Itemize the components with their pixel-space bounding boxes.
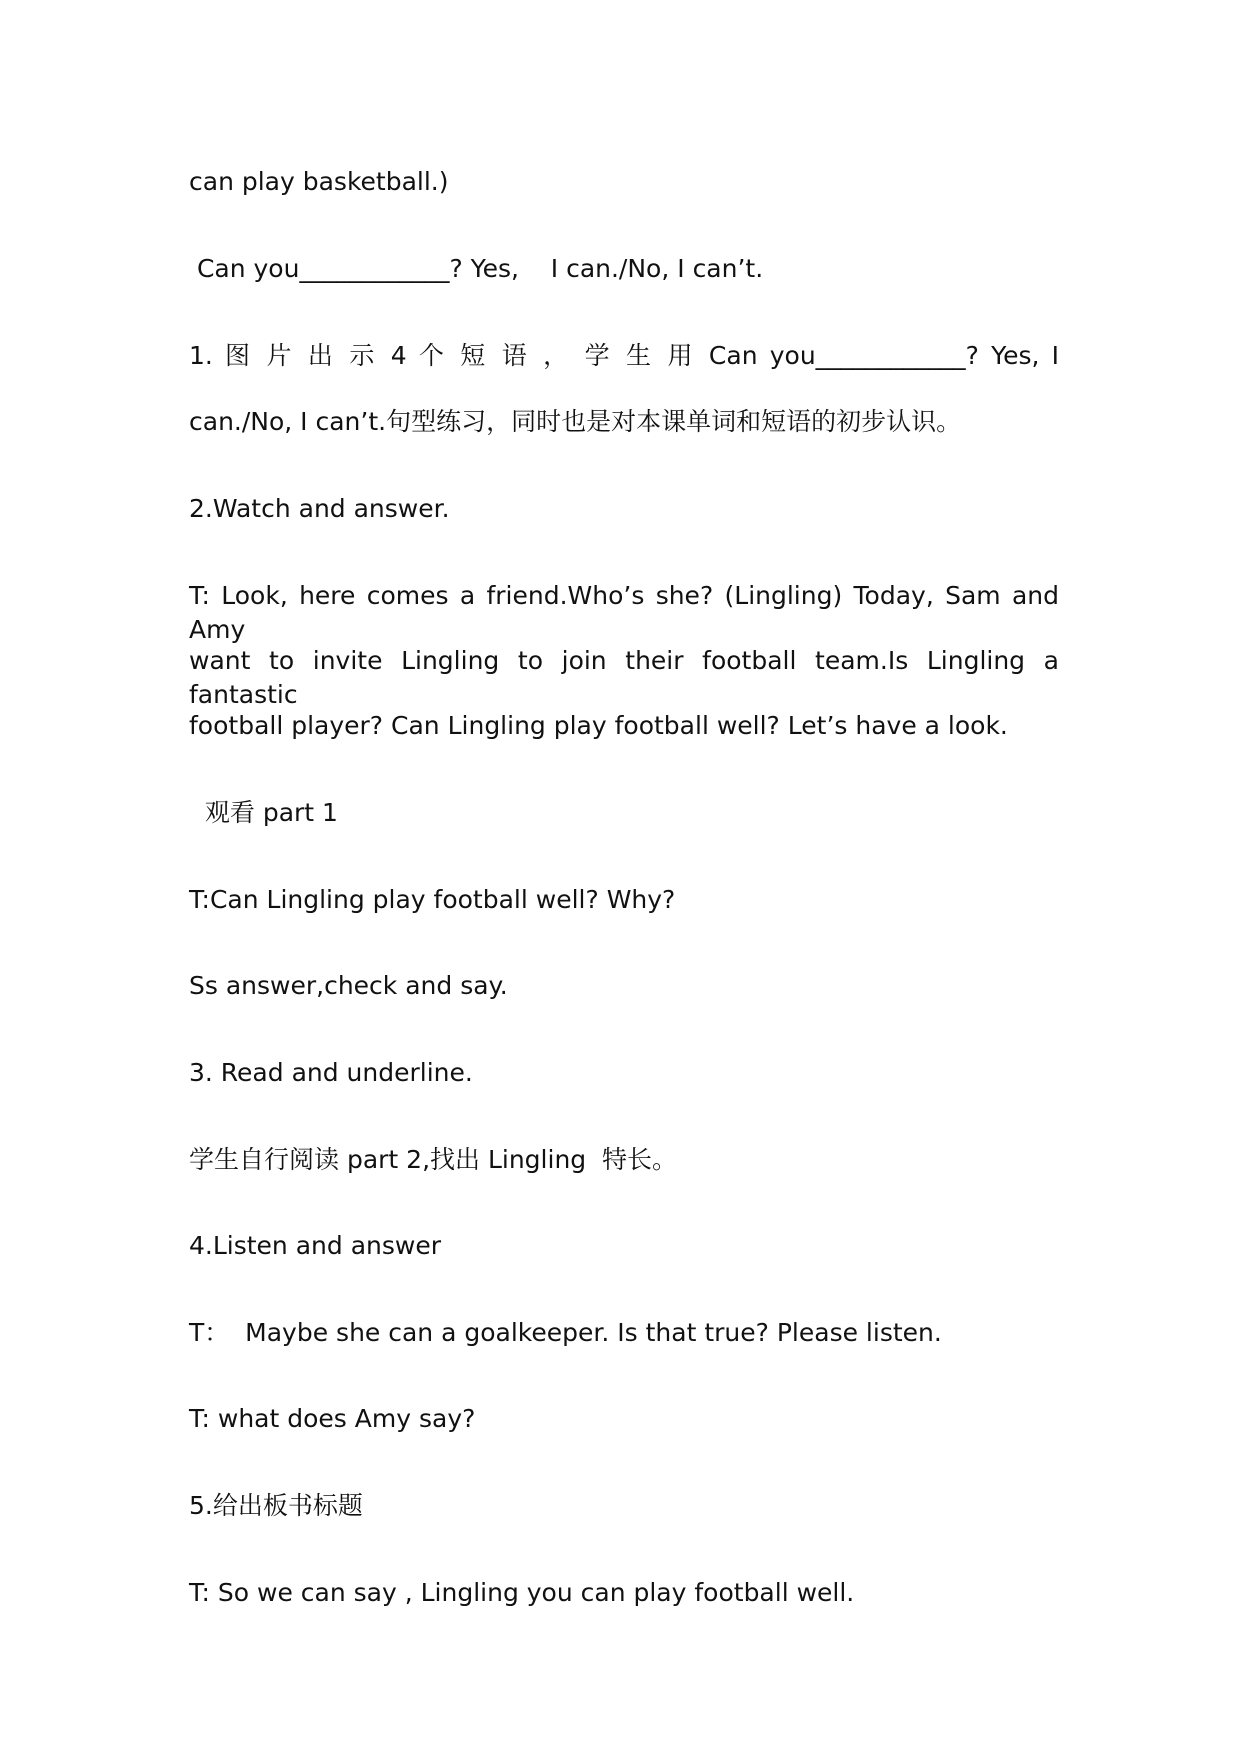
text-line: Can you____________? Yes, I can./No, I can’t. [189,254,764,283]
text-line: Ss answer,check and say. [189,971,508,1000]
text-line: T： Maybe she can a goalkeeper. Is that true? Please listen. [189,1318,942,1347]
text-line: 观看 part 1 [189,798,338,827]
text-line: football player? Can Lingling play football well? Let’s have a look. [189,711,1008,740]
text-line: 5.给出板书标题 [189,1491,363,1520]
text-line: can play basketball.) [189,167,449,196]
text-line: T: So we can say , Lingling you can play football well. [189,1578,855,1607]
text-line: 1. 图 片 出 示 4 个 短 语 ， 学 生 用 Can you____________? Yes, I [189,341,1059,370]
text-line: 学生自行阅读 part 2,找出 Lingling 特长。 [189,1145,678,1174]
text-line: T: what does Amy say? [189,1404,476,1433]
text-line: 2.Watch and answer. [189,494,450,523]
text-line: T: Look, here comes a friend.Who’s she? (Lingling) Today, Sam and Amy [189,581,1059,644]
text-line: want to invite Lingling to join their football team.Is Lingling a fantastic [189,646,1059,709]
text-line: 4.Listen and answer [189,1231,442,1260]
text-line: 3. Read and underline. [189,1058,473,1087]
text-line: T:Can Lingling play football well? Why? [189,885,676,914]
text-line: can./No, I can’t.句型练习，同时也是对本课单词和短语的初步认识。 [189,407,962,436]
